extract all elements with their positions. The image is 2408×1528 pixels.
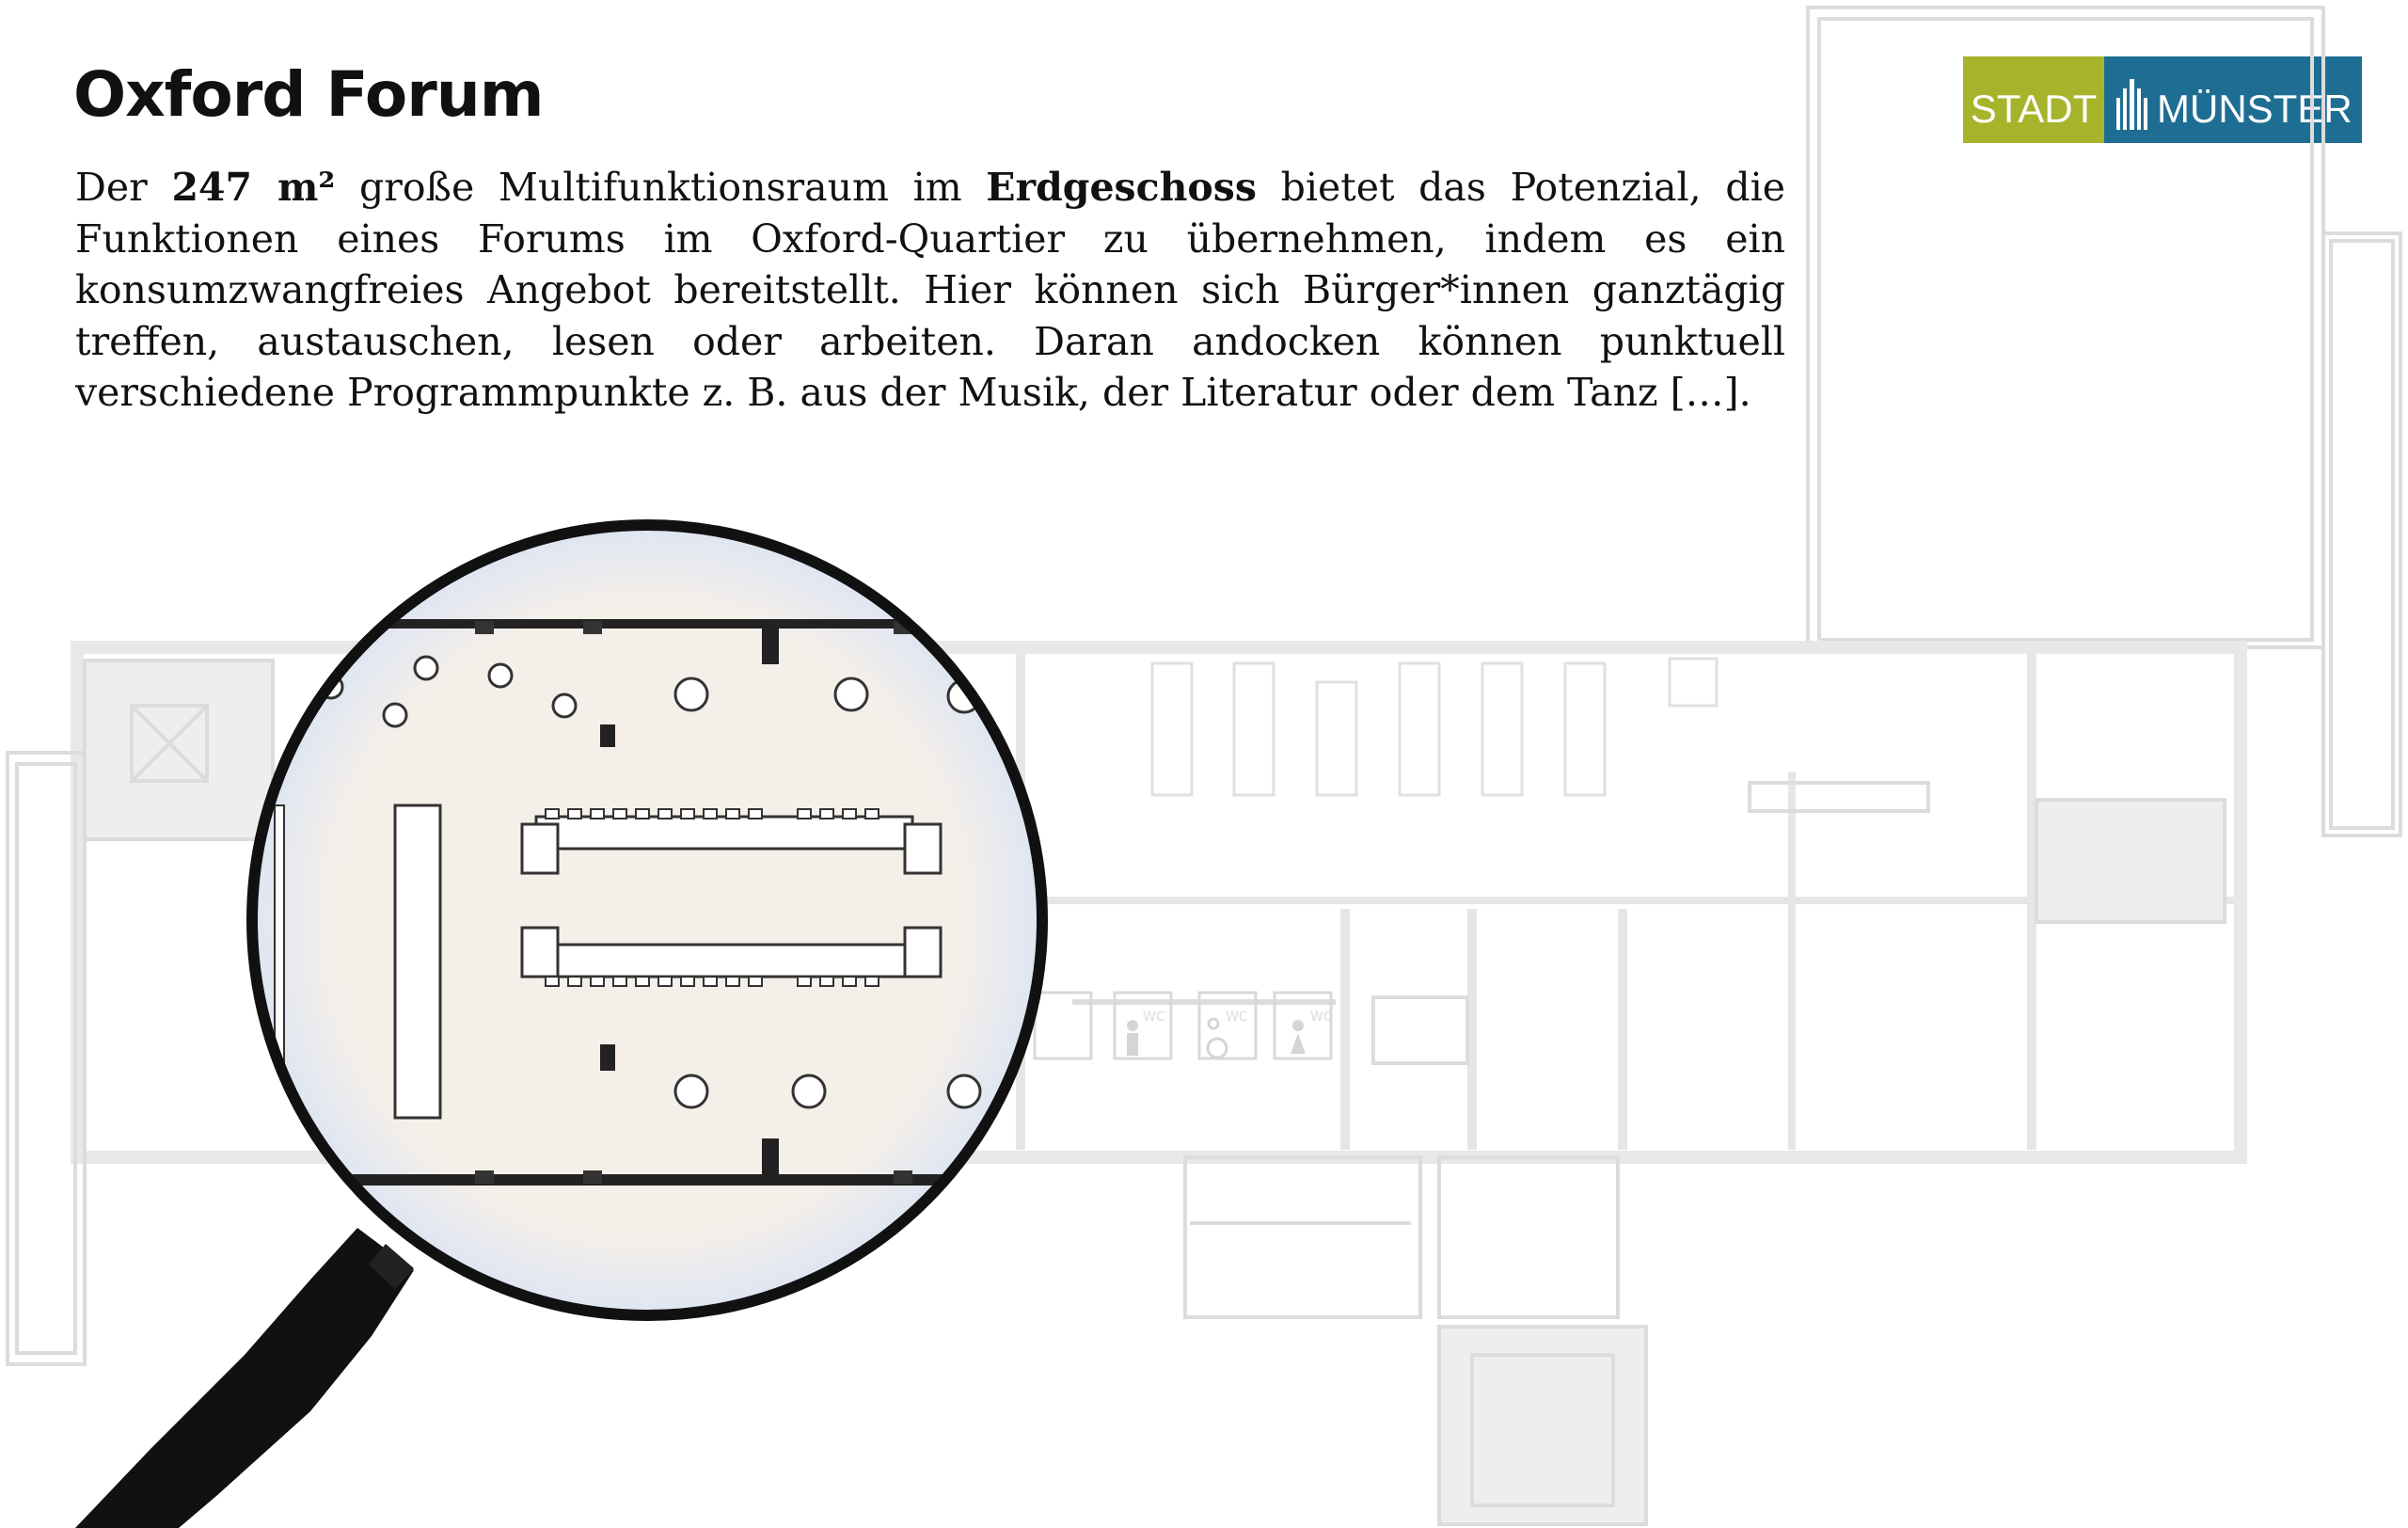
wc-label: WC	[1143, 1010, 1165, 1025]
room-area: 247 m²	[171, 165, 336, 210]
page-title: Oxford Forum	[73, 58, 544, 131]
wc-label: WC	[1310, 1010, 1333, 1025]
floor-name: Erdgeschoss	[986, 165, 1257, 210]
logo-stadt: STADT	[1963, 56, 2104, 143]
description-text: Der 247 m² große Multifunktionsraum im Erdgeschoss bietet das Potenzial, die Funktionen eines Forums im Oxford-Quartier zu übernehmen, indem es ein konsumzwangfreies Angebot bereitstellt. Hier können sich Bürger*innen ganztägig treffen, austauschen, lesen oder arbeiten. Daran andocken können punktuell verschiedene Programmpunkte z. B. aus der Musik, der Literatur oder dem Tanz […].	[75, 165, 1785, 415]
logo-muenster: MÜNSTER	[2104, 56, 2362, 143]
toilet-accessible-icon	[1208, 1019, 1227, 1058]
wc-label: WC	[1226, 1010, 1248, 1025]
toilet-women-icon	[1291, 1020, 1306, 1054]
toilet-men-icon	[1127, 1020, 1138, 1056]
background-tables	[1152, 659, 1717, 795]
